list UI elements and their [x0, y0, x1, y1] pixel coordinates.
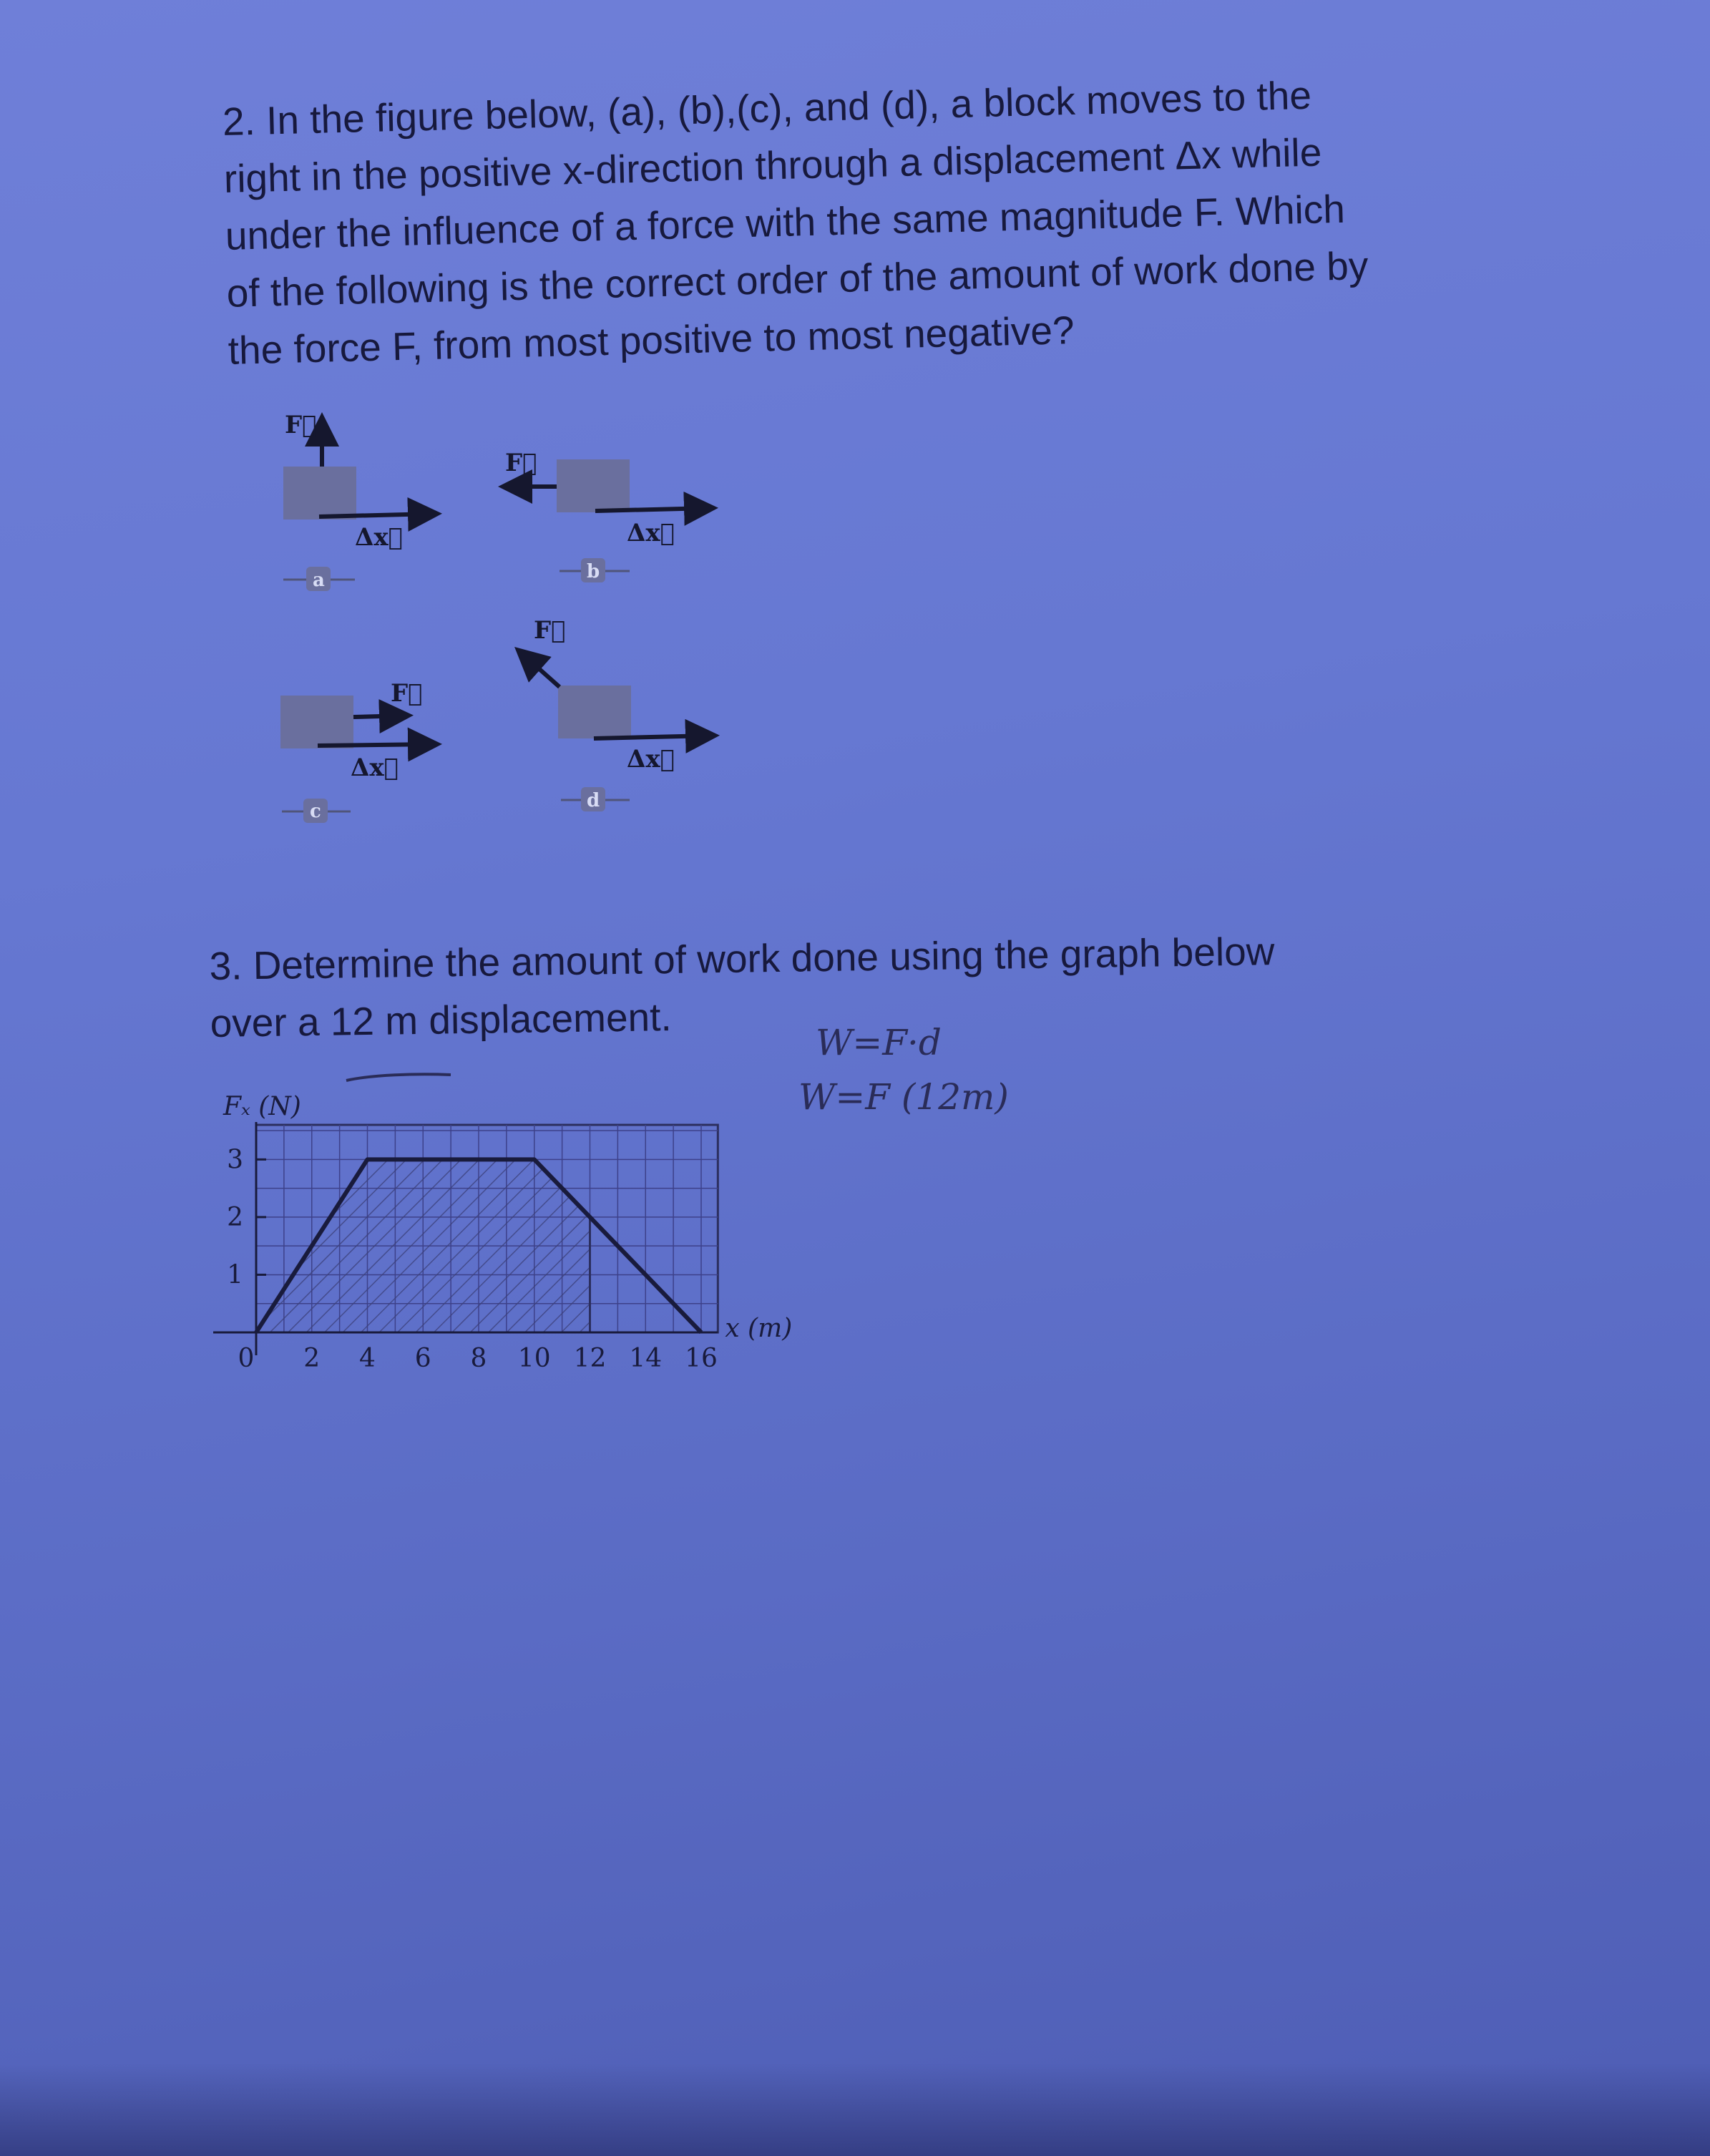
panel-c	[280, 679, 434, 823]
x-tick-label: 6	[414, 1344, 431, 1373]
x-tick-label: 2	[303, 1344, 321, 1373]
x-tick-label: 12	[573, 1344, 607, 1373]
force-position-graph	[200, 1073, 816, 1388]
question-2-line: the force F, from most positive to most negative?	[228, 307, 1075, 373]
x-tick-label: 4	[359, 1344, 376, 1373]
block	[283, 467, 356, 520]
panel-tag-label: c	[310, 801, 321, 822]
force-label: F⃗	[391, 679, 423, 708]
panel-d	[521, 616, 711, 811]
x-axis-label: x (m)	[725, 1314, 793, 1343]
block	[557, 459, 630, 512]
displacement-label: Δx⃗	[627, 519, 675, 547]
force-label: F⃗	[285, 411, 317, 439]
x-tick-label: 10	[517, 1344, 551, 1373]
handwritten-formula: W=F·d	[816, 1022, 942, 1063]
panel-tag-label: a	[313, 570, 325, 591]
panel-tag-label: b	[587, 561, 600, 582]
y-axis-label: Fₓ (N)	[223, 1092, 301, 1121]
displacement-arrow	[594, 736, 711, 738]
handwritten-formula: W=F (12m)	[798, 1076, 1009, 1118]
displacement-arrow	[595, 508, 710, 511]
question-3-line: 3. Determine the amount of work done using the graph below	[209, 929, 1275, 988]
x-tick-label: 16	[685, 1344, 718, 1373]
y-tick-label: 3	[227, 1145, 243, 1175]
x-tick-label: 14	[629, 1344, 663, 1373]
block	[558, 686, 631, 738]
displacement-label: Δx⃗	[355, 523, 404, 552]
panel-a	[283, 411, 434, 591]
panel-b	[505, 449, 710, 582]
question-3-line: over a 12 m displacement.	[210, 994, 673, 1045]
displacement-arrow	[318, 744, 434, 746]
x-tick-label: 8	[470, 1344, 487, 1373]
question-3-text	[209, 922, 1276, 1052]
question-2-line: under the influence of a force with the same magnitude F. Which	[225, 186, 1346, 258]
question-2-line: right in the positive x-direction through a displacement Δx while	[223, 130, 1322, 201]
displacement-arrow	[319, 514, 434, 517]
question-2-line: of the following is the correct order of the amount of work done by	[226, 243, 1369, 316]
force-arrow-up-left	[521, 653, 560, 687]
question-2-line: 2. In the figure below, (a), (b),(c), and (d), a block moves to the	[222, 72, 1312, 144]
y-tick-label: 1	[227, 1260, 243, 1290]
force-label: F⃗	[505, 449, 537, 477]
force-label: F⃗	[534, 616, 566, 645]
y-tick-label: 2	[227, 1202, 243, 1232]
panel-tag-label: d	[587, 790, 600, 811]
x-tick-label: 0	[238, 1344, 255, 1373]
block	[280, 696, 353, 748]
force-diagrams	[0, 0, 1710, 859]
displacement-label: Δx⃗	[627, 745, 675, 774]
displacement-label: Δx⃗	[351, 753, 399, 782]
force-arrow-right	[353, 716, 405, 717]
page-bottom-shadow	[0, 2063, 1710, 2156]
